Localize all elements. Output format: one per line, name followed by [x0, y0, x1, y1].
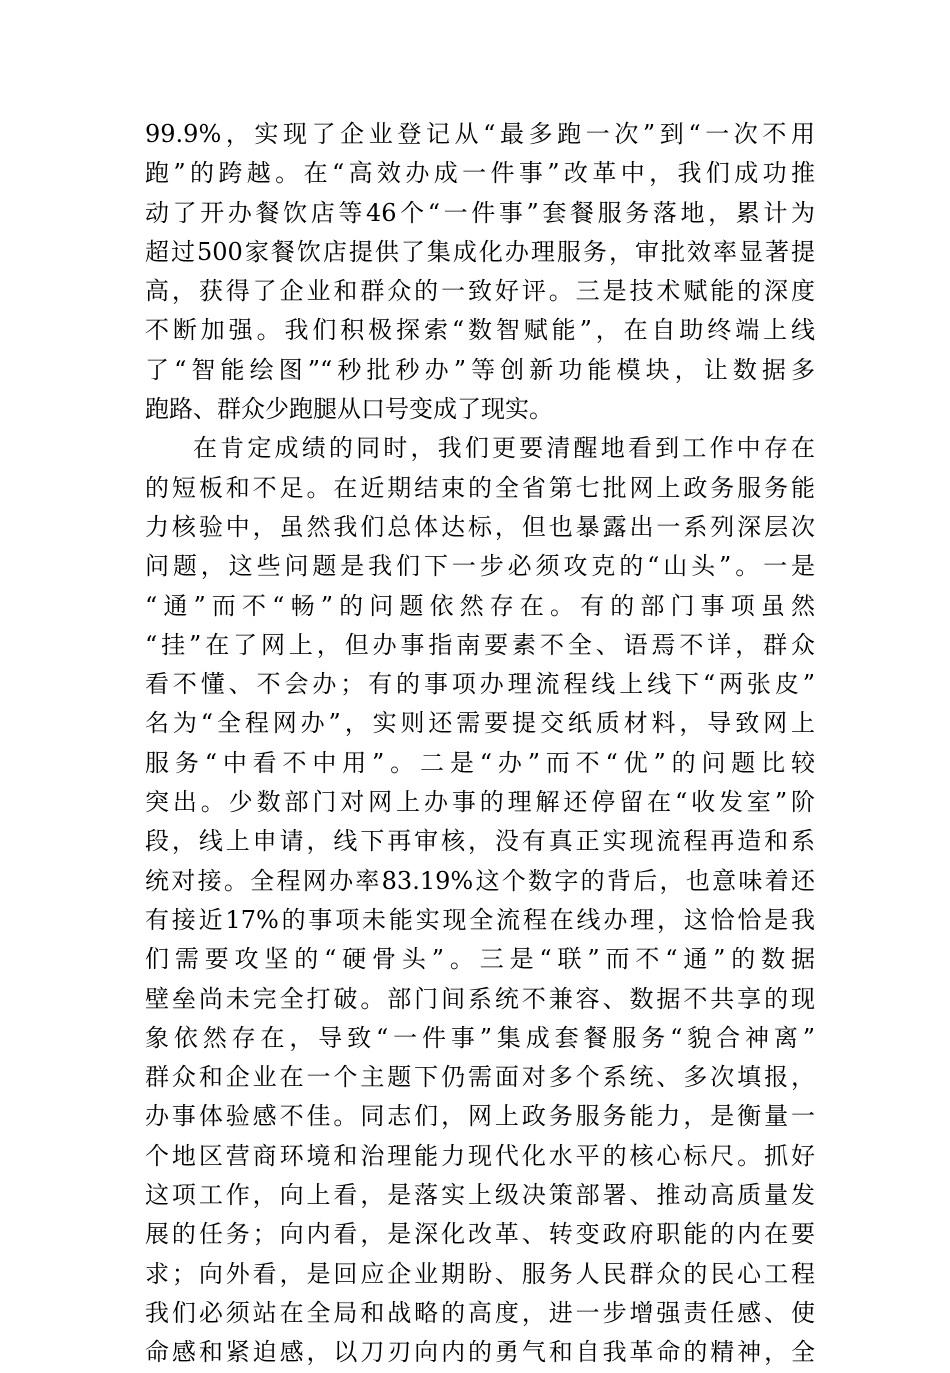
text-line: “通”而不“畅”的问题依然存在。有的部门事项虽然	[145, 591, 815, 620]
text-line: 跑路、群众少跑腿从口号变成了现实。	[145, 395, 553, 424]
text-line: 们需要攻坚的“硬骨头”。三是“联”而不“通”的数据	[145, 945, 815, 974]
text-line: 命感和紧迫感，以刀刃向内的勇气和自我革命的精神，全	[145, 1338, 815, 1367]
text-line: 突出。少数部门对网上办事的理解还停留在“收发室”阶	[145, 788, 815, 817]
text-line: 求；向外看，是回应企业期盼、服务人民群众的民心工程	[145, 1259, 815, 1288]
text-line: 象依然存在，导致“一件事”集成套餐服务“貌合神离”	[145, 1023, 815, 1052]
text-line: 力核验中，虽然我们总体达标，但也暴露出一系列深层次	[145, 512, 815, 541]
text-line: 群众和企业在一个主题下仍需面对多个系统、多次填报，	[145, 1063, 815, 1092]
text-line: “挂”在了网上，但办事指南要素不全、语焉不详，群众	[145, 630, 815, 659]
text-line: 段，线上申请，线下再审核，没有真正实现流程再造和系	[145, 827, 815, 856]
text-line: 名为“全程网办”，实则还需要提交纸质材料，导致网上	[145, 709, 815, 738]
text-line: 壁垒尚未完全打破。部门间系统不兼容、数据不共享的现	[145, 984, 815, 1013]
text-line: 高，获得了企业和群众的一致好评。三是技术赋能的深度	[145, 277, 815, 306]
text-line: 问题，这些问题是我们下一步必须攻克的“山头”。一是	[145, 552, 815, 581]
text-line: 99.9%，实现了企业登记从“最多跑一次”到“一次不用	[145, 120, 815, 148]
text-line: 看不懂、不会办；有的事项办理流程线上线下“两张皮”	[145, 670, 815, 699]
text-line: 动了开办餐饮店等46个“一件事”套餐服务落地，累计为	[145, 198, 815, 227]
paragraph-start-line: 在肯定成绩的同时，我们更要清醒地看到工作中存在	[193, 434, 815, 463]
text-line: 我们必须站在全局和战略的高度，进一步增强责任感、使	[145, 1298, 815, 1327]
text-line: 个地区营商环境和治理能力现代化水平的核心标尺。抓好	[145, 1141, 815, 1170]
text-line: 不断加强。我们积极探索“数智赋能”，在自助终端上线	[145, 316, 815, 345]
text-line: 服务“中看不中用”。二是“办”而不“优”的问题比较	[145, 748, 815, 777]
text-line: 这项工作，向上看，是落实上级决策部署、推动高质量发	[145, 1181, 815, 1210]
text-line: 展的任务；向内看，是深化改革、转变政府职能的内在要	[145, 1220, 815, 1249]
text-line: 跑”的跨越。在“高效办成一件事”改革中，我们成功推	[145, 159, 815, 188]
text-line: 超过500家餐饮店提供了集成化办理服务，审批效率显著提	[145, 237, 815, 266]
text-line: 了“智能绘图”“秒批秒办”等创新功能模块，让数据多	[145, 355, 815, 384]
text-line: 统对接。全程网办率83.19%这个数字的背后，也意味着还	[145, 866, 815, 895]
text-line: 办事体验感不佳。同志们，网上政务服务能力，是衡量一	[145, 1102, 815, 1131]
body-text	[145, 115, 815, 1373]
text-line: 有接近17%的事项未能实现全流程在线办理，这恰恰是我	[145, 905, 815, 934]
text-line: 的短板和不足。在近期结束的全省第七批网上政务服务能	[145, 473, 815, 502]
